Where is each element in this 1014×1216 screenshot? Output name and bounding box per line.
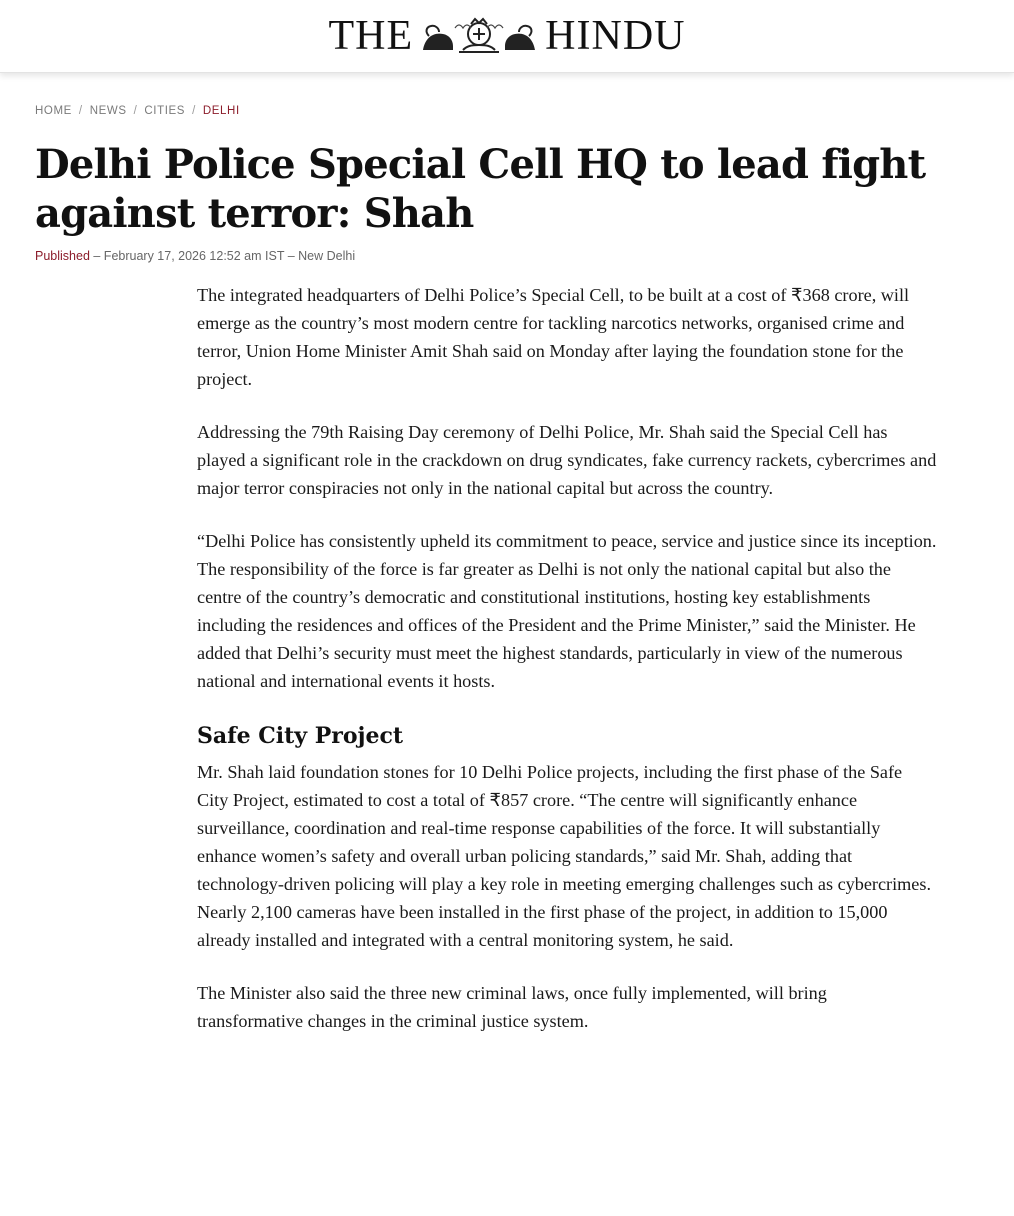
crest-emblem-icon [419, 16, 539, 56]
section-subheading: Safe City Project [197, 723, 404, 749]
breadcrumb-cities[interactable]: CITIES [144, 105, 186, 117]
breadcrumb-home[interactable]: HOME [35, 105, 72, 117]
breadcrumb [35, 104, 979, 118]
article-body [197, 281, 937, 1035]
masthead [0, 0, 1014, 73]
article-paragraph: The integrated headquarters of Delhi Police’s Special Cell, to be built at a cost of ₹368 crore, will emerge as the country’s most modern centre for tackling narcotics networks, organised crime and terror, Union Home Minister Amit Shah said on Monday after laying the foundation stone for the project. [197, 285, 910, 389]
breadcrumb-delhi[interactable]: DELHI [202, 105, 240, 117]
article-meta [35, 249, 979, 265]
article-title: Delhi Police Special Cell HQ to lead fight against terror: Shah [35, 141, 926, 237]
breadcrumb-separator: / [133, 105, 138, 117]
logo-text-left: THE [328, 13, 414, 59]
breadcrumb-separator: / [192, 105, 196, 117]
published-date-location: – February 17, 2026 12:52 am IST – New Delhi [89, 249, 356, 263]
article-paragraph: Mr. Shah laid foundation stones for 10 Delhi Police projects, including the first phase of the Safe City Project, estimated to cost a total of ₹857 crore. “The centre will significantly enhance surveillance, coordination and real-time response capabilities of the force. It will substantially enhance women’s safety and overall urban policing standards,” said Mr. Shah, adding that technology-driven policing will play a key role in meeting emerging challenges such as cybercrimes. Nearly 2,100 cameras have been installed in the first phase of the project, in addition to 15,000 already installed and integrated with a central monitoring system, he said. [197, 762, 932, 950]
published-label: Published [35, 249, 90, 263]
logo-text-right: HINDU [545, 13, 686, 59]
article-paragraph: Addressing the 79th Raising Day ceremony of Delhi Police, Mr. Shah said the Special Cell has played a significant role in the crackdown on drug syndicates, fake currency rackets, cybercrimes and major terror conspiracies not only in the national capital but across the country. [197, 422, 937, 498]
article-paragraph: “Delhi Police has consistently upheld its commitment to peace, service and justice since its inception. The responsibility of the force is far greater as Delhi is not only the national capital but also the centre of the country’s democratic and constitutional institutions, hosting key establishments including the residences and offices of the President and the Prime Minister,” said the Minister. He added that Delhi’s security must meet the highest standards, particularly in view of the numerous national and international events it hosts. [197, 531, 937, 691]
site-logo[interactable] [329, 15, 686, 57]
breadcrumb-news[interactable]: NEWS [89, 105, 127, 117]
breadcrumb-separator: / [78, 105, 83, 117]
page-content [0, 104, 1014, 1035]
article-paragraph: The Minister also said the three new criminal laws, once fully implemented, will bring transformative changes in the criminal justice system. [197, 983, 827, 1031]
